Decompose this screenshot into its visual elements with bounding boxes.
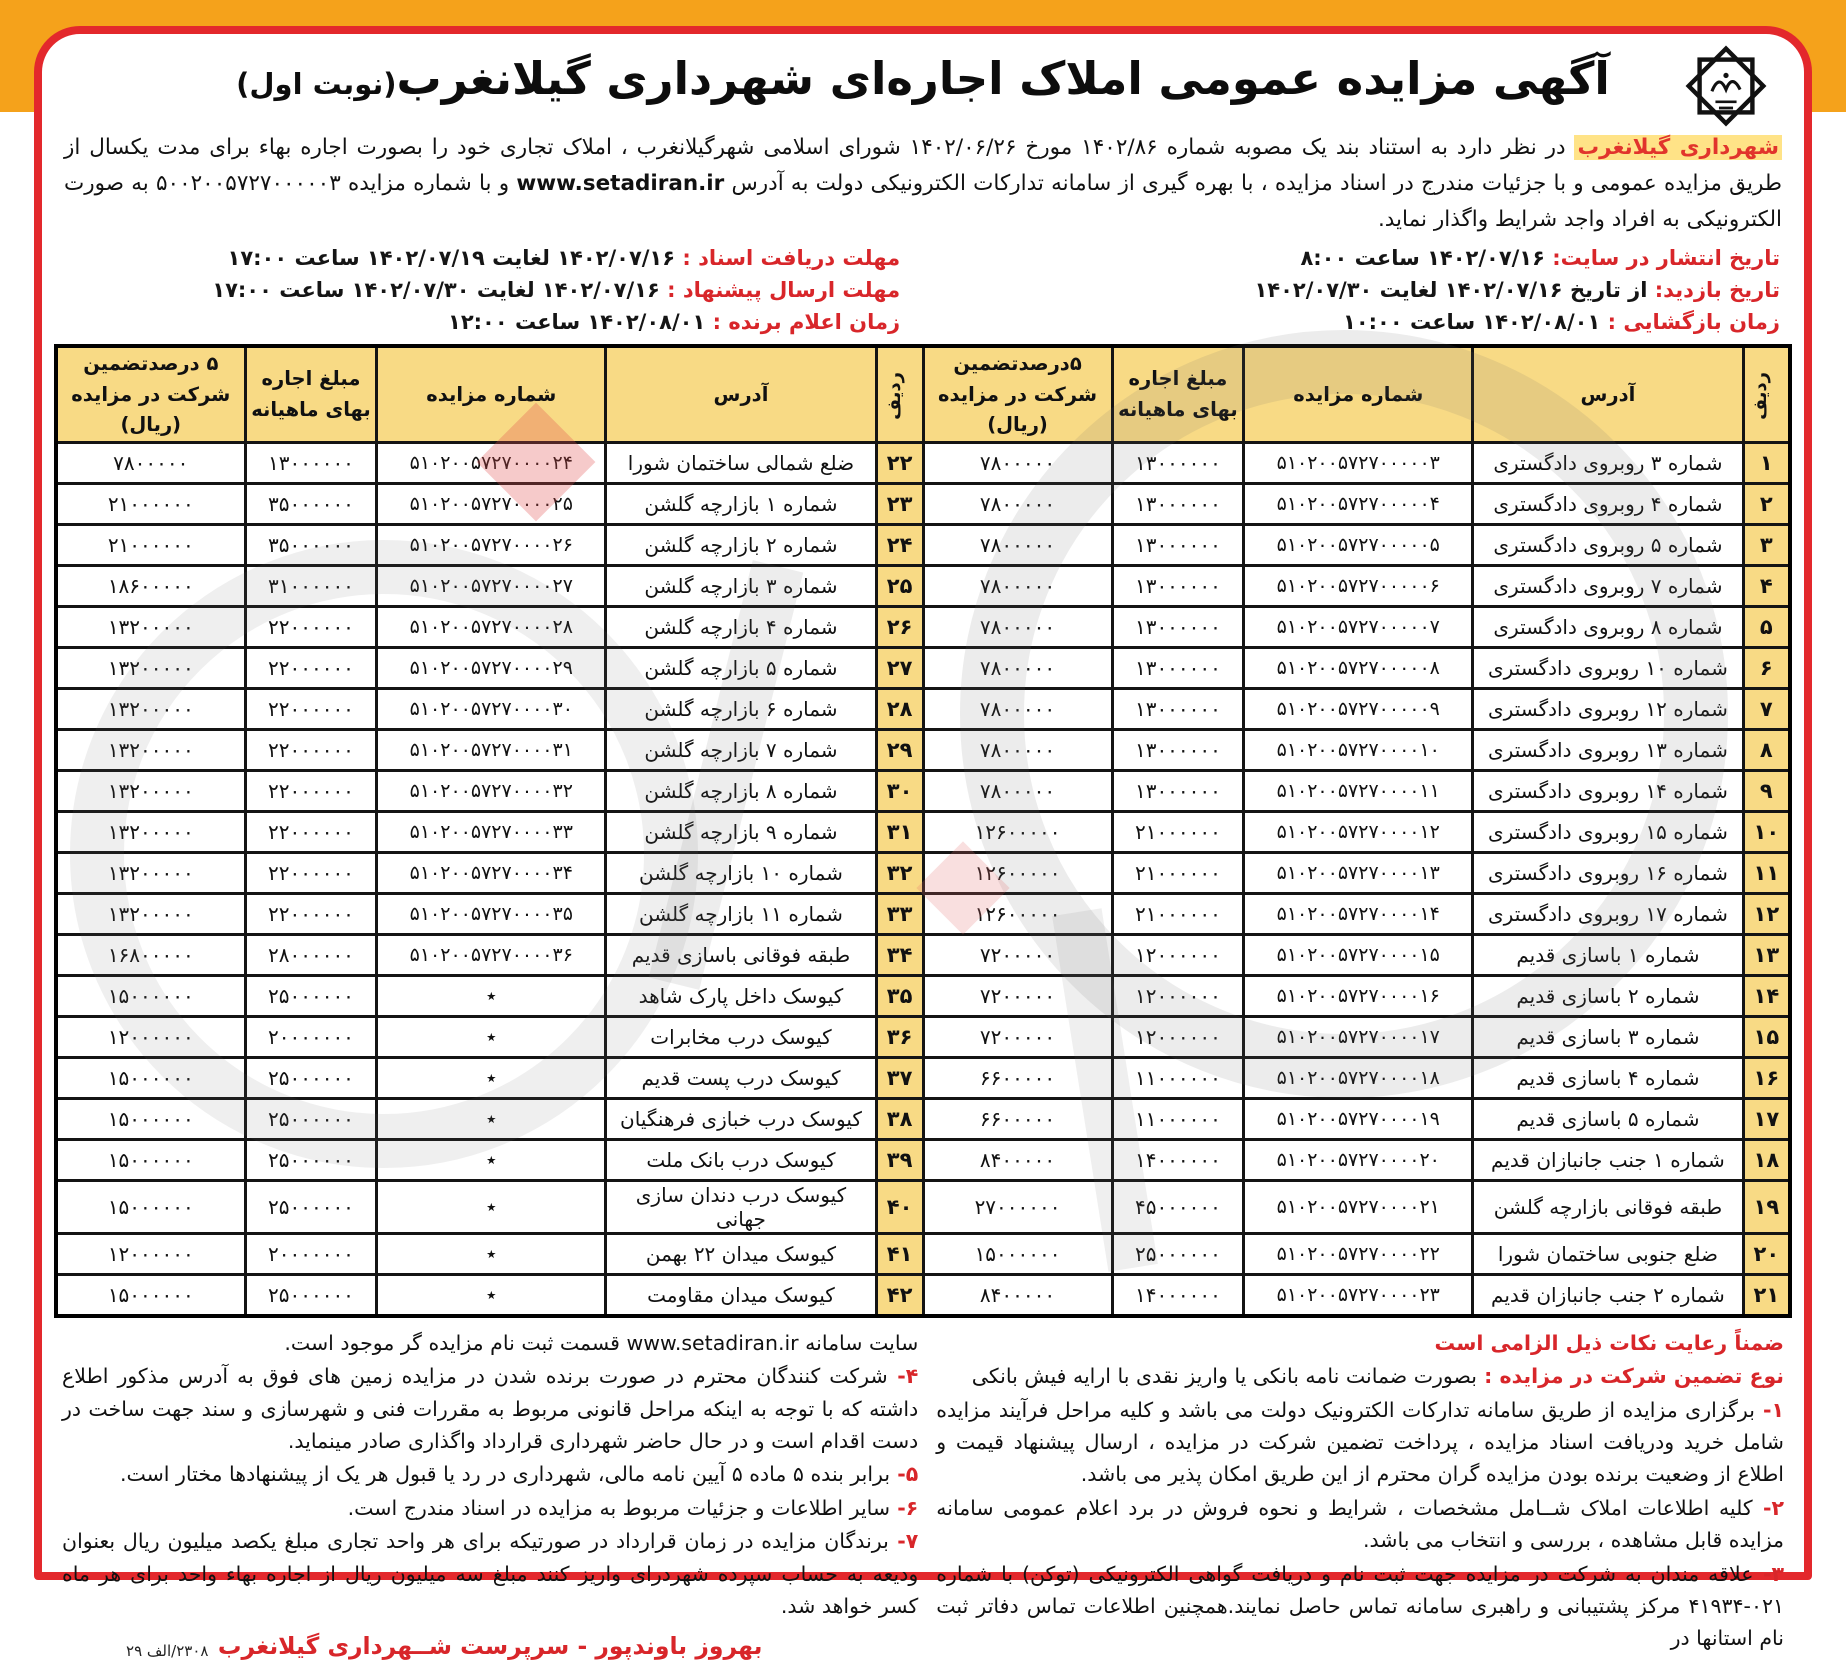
row-index-cell: ۹ (1743, 770, 1790, 811)
row-index-cell: ۴ (1743, 565, 1790, 606)
setadiran-url: www.setadiran.ir (516, 171, 725, 197)
rent-cell: ۱۳۰۰۰۰۰۰ (1112, 565, 1244, 606)
address-cell: شماره ۸ بازارچه گلشن (606, 770, 877, 811)
deposit-cell: ۸۴۰۰۰۰۰ (923, 1274, 1112, 1316)
address-cell: شماره ۱۵ روبروی دادگستری (1473, 811, 1744, 852)
schedule-item: تاریخ انتشار در سایت: ۱۴۰۲/۰۷/۱۶ ساعت ۸:۰۰ (1300, 246, 1780, 271)
page-title (54, 38, 1792, 105)
deposit-cell: ۱۲۶۰۰۰۰۰ (923, 811, 1112, 852)
row-index-cell: ۲ (1743, 483, 1790, 524)
footer-note-lead: ۷- (888, 1529, 919, 1554)
row-index-cell: ۱۹ (1743, 1180, 1790, 1233)
rent-cell: ۲۸۰۰۰۰۰۰ (245, 934, 377, 975)
rent-cell: ۳۵۰۰۰۰۰۰ (245, 483, 377, 524)
address-cell: شماره ۵ روبروی دادگستری (1473, 524, 1744, 565)
address-cell: شماره ۴ باسازی قدیم (1473, 1057, 1744, 1098)
footer-notes (62, 1326, 1784, 1665)
row-index-cell: ۱۴ (1743, 975, 1790, 1016)
table-row (56, 647, 1790, 688)
rent-cell: ۲۲۰۰۰۰۰۰ (245, 688, 377, 729)
footer-note: سایت سامانه www.setadiran.ir قسمت ثبت نام مزایده گر موجود است. (284, 1330, 919, 1355)
deposit-cell: ۷۲۰۰۰۰۰ (923, 975, 1112, 1016)
row-index-cell: ۳۰ (876, 770, 923, 811)
footer-note (936, 1327, 1784, 1359)
address-cell: کیوسک درب بانک ملت (606, 1139, 877, 1180)
auction-no-cell: ۵۱۰۲۰۰۵۷۲۷۰۰۰۰۲۱ (1244, 1180, 1473, 1233)
rent-cell: ۲۰۰۰۰۰۰۰ (245, 1016, 377, 1057)
address-cell: کیوسک میدان مقاومت (606, 1274, 877, 1316)
table-row (56, 1016, 1790, 1057)
auction-no-cell: ۵۱۰۲۰۰۵۷۲۷۰۰۰۰۰۴ (1244, 483, 1473, 524)
deposit-cell: ۷۸۰۰۰۰۰ (923, 442, 1112, 483)
footer-note-lead: ۲- (1752, 1495, 1784, 1520)
title-text: آگهی مزایده عمومی املاک اجاره‌ای شهرداری گیلانغرب (396, 52, 1610, 105)
auction-no-cell: ۵۱۰۲۰۰۵۷۲۷۰۰۰۰۳۴ (377, 852, 606, 893)
address-cell: شماره ۶ بازارچه گلشن (606, 688, 877, 729)
rent-cell: ۱۲۰۰۰۰۰۰ (1112, 1016, 1244, 1057)
table-row (56, 1098, 1790, 1139)
address-cell: شماره ۲ باسازی قدیم (1473, 975, 1744, 1016)
title-round-note: (نوبت اول) (236, 67, 397, 101)
auction-no-cell: ۵۱۰۲۰۰۵۷۲۷۰۰۰۰۳۱ (377, 729, 606, 770)
footer-note: ۴- شرکت کنندگان محترم در صورت برنده شدن در مزایده زمین های فوق به آدرس مذکور اطلاع داشته که با توجه به اینکه مراحل قانونی مربوط به مقررات فنی و شهرسازی و سند جهت ساخت در دست اقدام است و در حال حاضر شهرداری قرارداد واگذاری صادر مینماید. (62, 1364, 919, 1454)
address-cell: شماره ۸ روبروی دادگستری (1473, 606, 1744, 647)
schedule-item: مهلت دریافت اسناد : ۱۴۰۲/۰۷/۱۶ لغایت ۱۴۰۲/۰۷/۱۹ ساعت ۱۷:۰۰ (227, 246, 901, 271)
rent-cell: ۲۲۰۰۰۰۰۰ (245, 852, 377, 893)
rent-cell: ۲۵۰۰۰۰۰۰ (245, 975, 377, 1016)
table-row (56, 1057, 1790, 1098)
footer-note-lead: نوع تضمین شرکت در مزایده : (1477, 1364, 1784, 1389)
auction-no-cell: ۵۱۰۲۰۰۵۷۲۷۰۰۰۰۲۴ (377, 442, 606, 483)
table-row (56, 524, 1790, 565)
municipality-logo-icon (1682, 42, 1770, 130)
row-index-cell: ۲۲ (876, 442, 923, 483)
address-cell: شماره ۱۷ روبروی دادگستری (1473, 893, 1744, 934)
auction-no-cell: ۵۱۰۲۰۰۵۷۲۷۰۰۰۰۲۵ (377, 483, 606, 524)
row-index-cell: ۳۵ (876, 975, 923, 1016)
notes-column-right (936, 1326, 1784, 1665)
rent-cell: ۴۵۰۰۰۰۰۰ (1112, 1180, 1244, 1233)
deposit-cell: ۷۸۰۰۰۰۰ (923, 770, 1112, 811)
deposit-cell: ۱۶۸۰۰۰۰۰ (56, 934, 245, 975)
rent-cell: ۲۰۰۰۰۰۰۰ (245, 1233, 377, 1274)
deposit-cell: ۱۳۲۰۰۰۰۰ (56, 893, 245, 934)
deposit-cell: ۷۸۰۰۰۰۰ (923, 647, 1112, 688)
auction-no-cell: ۵۱۰۲۰۰۵۷۲۷۰۰۰۰۰۹ (1244, 688, 1473, 729)
address-cell: شماره ۱۶ روبروی دادگستری (1473, 852, 1744, 893)
header-auction-no: شماره مزایده (377, 346, 606, 442)
table-row (56, 442, 1790, 483)
header-rent: مبلغ اجاره بهای ماهیانه (245, 346, 377, 442)
rent-cell: ۱۳۰۰۰۰۰۰ (1112, 606, 1244, 647)
auction-no-cell: ۵۱۰۲۰۰۵۷۲۷۰۰۰۰۲۳ (1244, 1274, 1473, 1316)
footer-note-lead: ۴- (887, 1364, 919, 1389)
footer-note-lead: ۱- (1754, 1397, 1784, 1422)
address-cell: شماره ۱۲ روبروی دادگستری (1473, 688, 1744, 729)
auction-no-cell: ۵۱۰۲۰۰۵۷۲۷۰۰۰۰۳۲ (377, 770, 606, 811)
deposit-cell: ۷۲۰۰۰۰۰ (923, 1016, 1112, 1057)
address-cell: شماره ۴ بازارچه گلشن (606, 606, 877, 647)
address-cell: طبقه فوقانی بازارچه گلشن (1473, 1180, 1744, 1233)
deposit-cell: ۸۴۰۰۰۰۰ (923, 1139, 1112, 1180)
table-row (56, 565, 1790, 606)
rent-cell: ۲۲۰۰۰۰۰۰ (245, 729, 377, 770)
footer-note: ۲- کلیه اطلاعات املاک شــامل مشخصات ، شرایط و نحوه فروش در برد اعلام عمومی سامانه مزایده قابل مشاهده ، بررسی و انتخاب می باشد. (936, 1495, 1784, 1553)
row-index-cell: ۱۳ (1743, 934, 1790, 975)
auction-no-cell: ۵۱۰۲۰۰۵۷۲۷۰۰۰۰۱۳ (1244, 852, 1473, 893)
rent-cell: ۱۴۰۰۰۰۰۰ (1112, 1139, 1244, 1180)
header-auction-no: شماره مزایده (1244, 346, 1473, 442)
address-cell: شماره ۱۳ روبروی دادگستری (1473, 729, 1744, 770)
address-cell: کیوسک میدان ۲۲ بهمن (606, 1233, 877, 1274)
footer-note-lead: ۵- (890, 1462, 919, 1487)
row-index-cell: ۳۸ (876, 1098, 923, 1139)
intro-paragraph (64, 130, 1782, 238)
schedule-item: مهلت ارسال پیشنهاد : ۱۴۰۲/۰۷/۱۶ لغایت ۱۴۰۲/۰۷/۳۰ ساعت ۱۷:۰۰ (212, 278, 901, 303)
table-row (56, 1274, 1790, 1316)
address-cell: شماره ۷ بازارچه گلشن (606, 729, 877, 770)
rent-cell: ۱۳۰۰۰۰۰۰ (1112, 770, 1244, 811)
auction-no-cell: ٭ (377, 975, 606, 1016)
intro-before-url: در نظر دارد به استناد بند یک مصوبه شماره ۱۴۰۲/۸۶ مورخ ۱۴۰۲/۰۶/۲۶ شورای اسلامی شهرگیلانغرب ، املاک تجاری خود را بصورت اجاره بهاء برای مدت یکسال از طریق مزایده عمومی و با جزئیات مندرج در اسناد مزایده ، با بهره گیری از سامانه تدارکات الکترونیکی دولت به آدرس (64, 135, 1782, 197)
auction-no-cell: ۵۱۰۲۰۰۵۷۲۷۰۰۰۰۰۶ (1244, 565, 1473, 606)
row-index-cell: ۴۰ (876, 1180, 923, 1233)
deposit-cell: ۱۵۰۰۰۰۰۰ (56, 1180, 245, 1233)
auction-no-cell: ۵۱۰۲۰۰۵۷۲۷۰۰۰۰۱۸ (1244, 1057, 1473, 1098)
address-cell: شماره ۱ جنب جانبازان قدیم (1473, 1139, 1744, 1180)
row-index-cell: ۴۱ (876, 1233, 923, 1274)
address-cell: کیوسک درب مخابرات (606, 1016, 877, 1057)
schedule (60, 242, 1786, 338)
notes-left-list (62, 1327, 918, 1622)
rent-cell: ۱۳۰۰۰۰۰۰ (1112, 483, 1244, 524)
deposit-cell: ۶۶۰۰۰۰۰ (923, 1057, 1112, 1098)
row-index-cell: ۱۰ (1743, 811, 1790, 852)
auction-no-cell: ۵۱۰۲۰۰۵۷۲۷۰۰۰۰۱۵ (1244, 934, 1473, 975)
address-cell: شماره ۳ باسازی قدیم (1473, 1016, 1744, 1057)
auction-no-cell: ۵۱۰۲۰۰۵۷۲۷۰۰۰۰۱۱ (1244, 770, 1473, 811)
auction-no-cell: ۵۱۰۲۰۰۵۷۲۷۰۰۰۰۳۰ (377, 688, 606, 729)
deposit-cell: ۱۲۰۰۰۰۰۰ (56, 1233, 245, 1274)
row-index-cell: ۱۶ (1743, 1057, 1790, 1098)
row-index-cell: ۳۲ (876, 852, 923, 893)
row-index-cell: ۱ (1743, 442, 1790, 483)
deposit-cell: ۷۸۰۰۰۰۰ (923, 524, 1112, 565)
auction-no-cell: ۵۱۰۲۰۰۵۷۲۷۰۰۰۰۱۹ (1244, 1098, 1473, 1139)
row-index-cell: ۱۸ (1743, 1139, 1790, 1180)
footer-note-lead: ۳- (1753, 1561, 1784, 1586)
auction-no-cell: ۵۱۰۲۰۰۵۷۲۷۰۰۰۰۰۸ (1244, 647, 1473, 688)
auction-no-cell: ۵۱۰۲۰۰۵۷۲۷۰۰۰۰۰۳ (1244, 442, 1473, 483)
auction-no-cell: ۵۱۰۲۰۰۵۷۲۷۰۰۰۰۰۵ (1244, 524, 1473, 565)
signature: بهروز باوندپور - سرپرست شــهرداری گیلانغرب (217, 1632, 763, 1661)
deposit-cell: ۷۲۰۰۰۰۰ (923, 934, 1112, 975)
row-index-cell: ۳۹ (876, 1139, 923, 1180)
auction-no-cell: ٭ (377, 1016, 606, 1057)
row-index-cell: ۱۱ (1743, 852, 1790, 893)
address-cell: طبقه فوقانی باسازی قدیم (606, 934, 877, 975)
rent-cell: ۲۵۰۰۰۰۰۰ (245, 1057, 377, 1098)
rent-cell: ۱۲۰۰۰۰۰۰ (1112, 934, 1244, 975)
auction-no-cell: ۵۱۰۲۰۰۵۷۲۷۰۰۰۰۱۷ (1244, 1016, 1473, 1057)
ad-code: ۲۳۰۸/الف ۲۹ (126, 1641, 209, 1660)
deposit-cell: ۱۳۲۰۰۰۰۰ (56, 729, 245, 770)
header-deposit: ۵ درصدتضمین شرکت در مزایده (ریال) (56, 346, 245, 442)
address-cell: شماره ۱ بازارچه گلشن (606, 483, 877, 524)
auction-no-cell: ۵۱۰۲۰۰۵۷۲۷۰۰۰۰۳۶ (377, 934, 606, 975)
rent-cell: ۲۵۰۰۰۰۰۰ (245, 1274, 377, 1316)
deposit-cell: ۷۸۰۰۰۰۰ (923, 729, 1112, 770)
deposit-cell: ۲۱۰۰۰۰۰۰ (56, 524, 245, 565)
address-cell: شماره ۱۰ بازارچه گلشن (606, 852, 877, 893)
ad-header (54, 38, 1792, 124)
deposit-cell: ۱۸۶۰۰۰۰۰ (56, 565, 245, 606)
header-row-index: ردیف (1743, 346, 1790, 442)
row-index-cell: ۳ (1743, 524, 1790, 565)
auction-no-cell: ۵۱۰۲۰۰۵۷۲۷۰۰۰۰۱۲ (1244, 811, 1473, 852)
deposit-cell: ۲۷۰۰۰۰۰۰ (923, 1180, 1112, 1233)
signature-line (62, 1628, 918, 1665)
auction-no-cell: ۵۱۰۲۰۰۵۷۲۷۰۰۰۰۲۹ (377, 647, 606, 688)
auction-no-cell: ٭ (377, 1274, 606, 1316)
row-index-cell: ۳۴ (876, 934, 923, 975)
auction-no-cell: ٭ (377, 1180, 606, 1233)
deposit-cell: ۱۵۰۰۰۰۰۰ (56, 1098, 245, 1139)
auction-no-cell: ۵۱۰۲۰۰۵۷۲۷۰۰۰۰۲۰ (1244, 1139, 1473, 1180)
auction-no-cell: ۵۱۰۲۰۰۵۷۲۷۰۰۰۰۳۵ (377, 893, 606, 934)
address-cell: شماره ۱۱ بازارچه گلشن (606, 893, 877, 934)
header-rent: مبلغ اجاره بهای ماهیانه (1112, 346, 1244, 442)
row-index-cell: ۳۶ (876, 1016, 923, 1057)
address-cell: شماره ۵ بازارچه گلشن (606, 647, 877, 688)
row-index-cell: ۱۲ (1743, 893, 1790, 934)
auction-no-cell: ٭ (377, 1057, 606, 1098)
rent-cell: ۱۳۰۰۰۰۰۰ (1112, 688, 1244, 729)
auction-table (54, 344, 1792, 1318)
auction-no-cell: ۵۱۰۲۰۰۵۷۲۷۰۰۰۰۱۶ (1244, 975, 1473, 1016)
rent-cell: ۲۵۰۰۰۰۰۰ (245, 1098, 377, 1139)
table-row (56, 893, 1790, 934)
table-row (56, 1233, 1790, 1274)
table-row (56, 606, 1790, 647)
row-index-cell: ۱۷ (1743, 1098, 1790, 1139)
deposit-cell: ۱۳۲۰۰۰۰۰ (56, 770, 245, 811)
table-row (56, 770, 1790, 811)
address-cell: کیوسک درب دندان سازی جهانی (606, 1180, 877, 1233)
row-index-cell: ۷ (1743, 688, 1790, 729)
footer-note: ۵- برابر بنده ۵ ماده ۵ آیین نامه مالی، شهرداری در رد یا قبول هر یک از پیشنهادها مختار است. (119, 1462, 919, 1487)
footer-note: نوع تضمین شرکت در مزایده : بصورت ضمانت نامه بانکی یا واریز نقدی با ارایه فیش بانکی (971, 1364, 1784, 1389)
table-row (56, 975, 1790, 1016)
auction-no-cell: ٭ (377, 1233, 606, 1274)
rent-cell: ۳۵۰۰۰۰۰۰ (245, 524, 377, 565)
municipality-name: شهرداری گیلانغرب (1574, 135, 1782, 160)
table-row (56, 852, 1790, 893)
row-index-cell: ۳۱ (876, 811, 923, 852)
intro-after-url: و با شماره مزایده ۵۰۰۲۰۰۵۷۲۷۰۰۰۰۰۳ به صورت الکترونیکی به افراد واجد شرایط واگذار نماید. (64, 171, 1782, 233)
address-cell: شماره ۲ جنب جانبازان قدیم (1473, 1274, 1744, 1316)
deposit-cell: ۷۸۰۰۰۰۰ (923, 565, 1112, 606)
table-row (56, 1139, 1790, 1180)
auction-no-cell: ٭ (377, 1098, 606, 1139)
auction-no-cell: ۵۱۰۲۰۰۵۷۲۷۰۰۰۰۲۸ (377, 606, 606, 647)
table-row (56, 811, 1790, 852)
deposit-cell: ۷۸۰۰۰۰۰ (56, 442, 245, 483)
deposit-cell: ۱۳۲۰۰۰۰۰ (56, 688, 245, 729)
auction-table-body (56, 442, 1790, 1316)
rent-cell: ۱۳۰۰۰۰۰۰ (1112, 729, 1244, 770)
address-cell: شماره ۴ روبروی دادگستری (1473, 483, 1744, 524)
address-cell: شماره ۱۰ روبروی دادگستری (1473, 647, 1744, 688)
row-index-cell: ۶ (1743, 647, 1790, 688)
deposit-cell: ۱۵۰۰۰۰۰۰ (56, 975, 245, 1016)
address-cell: ضلع جنوبی ساختمان شورا (1473, 1233, 1744, 1274)
deposit-cell: ۱۲۰۰۰۰۰۰ (56, 1016, 245, 1057)
deposit-cell: ۱۲۶۰۰۰۰۰ (923, 852, 1112, 893)
table-row (56, 483, 1790, 524)
schedule-item: زمان بازگشایی : ۱۴۰۲/۰۸/۰۱ ساعت ۱۰:۰۰ (1343, 310, 1780, 335)
address-cell: شماره ۷ روبروی دادگستری (1473, 565, 1744, 606)
row-index-cell: ۲۳ (876, 483, 923, 524)
address-cell: کیوسک درب پست قدیم (606, 1057, 877, 1098)
rent-cell: ۲۱۰۰۰۰۰۰ (1112, 852, 1244, 893)
row-index-cell: ۸ (1743, 729, 1790, 770)
table-row (56, 729, 1790, 770)
rent-cell: ۱۳۰۰۰۰۰۰ (245, 442, 377, 483)
auction-no-cell: ۵۱۰۲۰۰۵۷۲۷۰۰۰۰۱۴ (1244, 893, 1473, 934)
address-cell: شماره ۳ بازارچه گلشن (606, 565, 877, 606)
deposit-cell: ۷۸۰۰۰۰۰ (923, 688, 1112, 729)
rent-cell: ۲۵۰۰۰۰۰۰ (245, 1180, 377, 1233)
rent-cell: ۲۵۰۰۰۰۰۰ (245, 1139, 377, 1180)
notes-column-left (62, 1326, 918, 1665)
header-deposit: ۵درصدتضمین شرکت در مزایده (ریال) (923, 346, 1112, 442)
auction-no-cell: ۵۱۰۲۰۰۵۷۲۷۰۰۰۰۱۰ (1244, 729, 1473, 770)
rent-cell: ۱۲۰۰۰۰۰۰ (1112, 975, 1244, 1016)
rent-cell: ۲۵۰۰۰۰۰۰ (1112, 1233, 1244, 1274)
rent-cell: ۱۱۰۰۰۰۰۰ (1112, 1057, 1244, 1098)
deposit-cell: ۲۱۰۰۰۰۰۰ (56, 483, 245, 524)
schedule-item: زمان اعلام برنده : ۱۴۰۲/۰۸/۰۱ ساعت ۱۲:۰۰ (448, 310, 901, 335)
table-row (56, 1180, 1790, 1233)
rent-cell: ۱۳۰۰۰۰۰۰ (1112, 647, 1244, 688)
row-index-cell: ۵ (1743, 606, 1790, 647)
deposit-cell: ۱۵۰۰۰۰۰۰ (923, 1233, 1112, 1274)
rent-cell: ۱۴۰۰۰۰۰۰ (1112, 1274, 1244, 1316)
address-cell: شماره ۱ باسازی قدیم (1473, 934, 1744, 975)
row-index-cell: ۲۴ (876, 524, 923, 565)
auction-no-cell: ۵۱۰۲۰۰۵۷۲۷۰۰۰۰۰۷ (1244, 606, 1473, 647)
address-cell: کیوسک درب خبازی فرهنگیان (606, 1098, 877, 1139)
row-index-cell: ۲۹ (876, 729, 923, 770)
rent-cell: ۲۲۰۰۰۰۰۰ (245, 893, 377, 934)
address-cell: شماره ۵ باسازی قدیم (1473, 1098, 1744, 1139)
rent-cell: ۱۳۰۰۰۰۰۰ (1112, 442, 1244, 483)
auction-no-cell: ۵۱۰۲۰۰۵۷۲۷۰۰۰۰۲۶ (377, 524, 606, 565)
footer-note: ۷- برندگان مزایده در زمان قرارداد در صورتیکه برای هر واحد تجاری مبلغ یکصد میلیون ریال بعنوان ودیعه به حساب سپرده شهردرای واریز کنند مبلغ سه میلیون ریال از اجاره بهاء واحد برای هر ماه کسر خواهد شد. (62, 1529, 919, 1618)
rent-cell: ۱۱۰۰۰۰۰۰ (1112, 1098, 1244, 1139)
deposit-cell: ۱۳۲۰۰۰۰۰ (56, 811, 245, 852)
rent-cell: ۲۱۰۰۰۰۰۰ (1112, 893, 1244, 934)
table-row (56, 688, 1790, 729)
address-cell: شماره ۹ بازارچه گلشن (606, 811, 877, 852)
deposit-cell: ۱۳۲۰۰۰۰۰ (56, 852, 245, 893)
rent-cell: ۲۲۰۰۰۰۰۰ (245, 811, 377, 852)
auction-no-cell: ٭ (377, 1139, 606, 1180)
footer-note-lead: ۶- (890, 1495, 919, 1520)
rent-cell: ۲۲۰۰۰۰۰۰ (245, 606, 377, 647)
rent-cell: ۲۲۰۰۰۰۰۰ (245, 770, 377, 811)
deposit-cell: ۱۵۰۰۰۰۰۰ (56, 1057, 245, 1098)
row-index-cell: ۲۶ (876, 606, 923, 647)
rent-cell: ۲۱۰۰۰۰۰۰ (1112, 811, 1244, 852)
rent-cell: ۳۱۰۰۰۰۰۰ (245, 565, 377, 606)
row-index-cell: ۲۰ (1743, 1233, 1790, 1274)
header-address: آدرس (1473, 346, 1744, 442)
row-index-cell: ۱۵ (1743, 1016, 1790, 1057)
table-row (56, 934, 1790, 975)
header-row-index: ردیف (876, 346, 923, 442)
deposit-cell: ۱۵۰۰۰۰۰۰ (56, 1139, 245, 1180)
deposit-cell: ۱۲۶۰۰۰۰۰ (923, 893, 1112, 934)
row-index-cell: ۲۵ (876, 565, 923, 606)
footer-note: ۶- سایر اطلاعات و جزئیات مربوط به مزایده در اسناد مندرج است. (347, 1495, 919, 1520)
address-cell: شماره ۲ بازارچه گلشن (606, 524, 877, 565)
deposit-cell: ۱۵۰۰۰۰۰۰ (56, 1274, 245, 1316)
address-cell: شماره ۱۴ روبروی دادگستری (1473, 770, 1744, 811)
footer-note: ۳- علاقه مندان به شرکت در مزایده جهت ثبت نام و دریافت گواهی الکترونیکی (توکن) با شماره ۰۲۱-۴۱۹۳۴ مرکز پشتیبانی و راهبری سامانه تماس حاصل نمایند.همچنین اطلاعات تماس دفاتر ثبت نام استانها در (936, 1561, 1784, 1651)
row-index-cell: ۳۷ (876, 1057, 923, 1098)
deposit-cell: ۱۳۲۰۰۰۰۰ (56, 606, 245, 647)
schedule-item: تاریخ بازدید: از تاریخ ۱۴۰۲/۰۷/۱۶ لغایت ۱۴۰۲/۰۷/۳۰ (1254, 278, 1780, 303)
footer-note: ۱- برگزاری مزایده از طریق سامانه تدارکات الکترونیک دولت می باشد و کلیه مراحل فرآیند مزایده شامل خرید ودریافت اسناد مزایده ، پرداخت تضمین شرکت در مزایده ، ارسال پیشنهاد قیمت و اطلاع از وضعیت برنده بودن مزایده گران محترم از این طریق امکان پذیر می باشد. (936, 1397, 1784, 1487)
address-cell: ضلع شمالی ساختمان شورا (606, 442, 877, 483)
table-header-row (56, 346, 1790, 442)
deposit-cell: ۱۳۲۰۰۰۰۰ (56, 647, 245, 688)
deposit-cell: ۶۶۰۰۰۰۰ (923, 1098, 1112, 1139)
auction-no-cell: ۵۱۰۲۰۰۵۷۲۷۰۰۰۰۲۷ (377, 565, 606, 606)
rent-cell: ۱۳۰۰۰۰۰۰ (1112, 524, 1244, 565)
row-index-cell: ۳۳ (876, 893, 923, 934)
address-cell: کیوسک داخل پارک شاهد (606, 975, 877, 1016)
row-index-cell: ۲۷ (876, 647, 923, 688)
rent-cell: ۲۲۰۰۰۰۰۰ (245, 647, 377, 688)
deposit-cell: ۷۸۰۰۰۰۰ (923, 483, 1112, 524)
footer-note-lead: ضمناً رعایت نکات ذیل الزامی است (1434, 1330, 1784, 1355)
row-index-cell: ۲۱ (1743, 1274, 1790, 1316)
address-cell: شماره ۳ روبروی دادگستری (1473, 442, 1744, 483)
row-index-cell: ۴۲ (876, 1274, 923, 1316)
deposit-cell: ۷۸۰۰۰۰۰ (923, 606, 1112, 647)
row-index-cell: ۲۸ (876, 688, 923, 729)
auction-no-cell: ۵۱۰۲۰۰۵۷۲۷۰۰۰۰۲۲ (1244, 1233, 1473, 1274)
ad-red-frame (34, 26, 1812, 1661)
auction-no-cell: ۵۱۰۲۰۰۵۷۲۷۰۰۰۰۳۳ (377, 811, 606, 852)
header-address: آدرس (606, 346, 877, 442)
